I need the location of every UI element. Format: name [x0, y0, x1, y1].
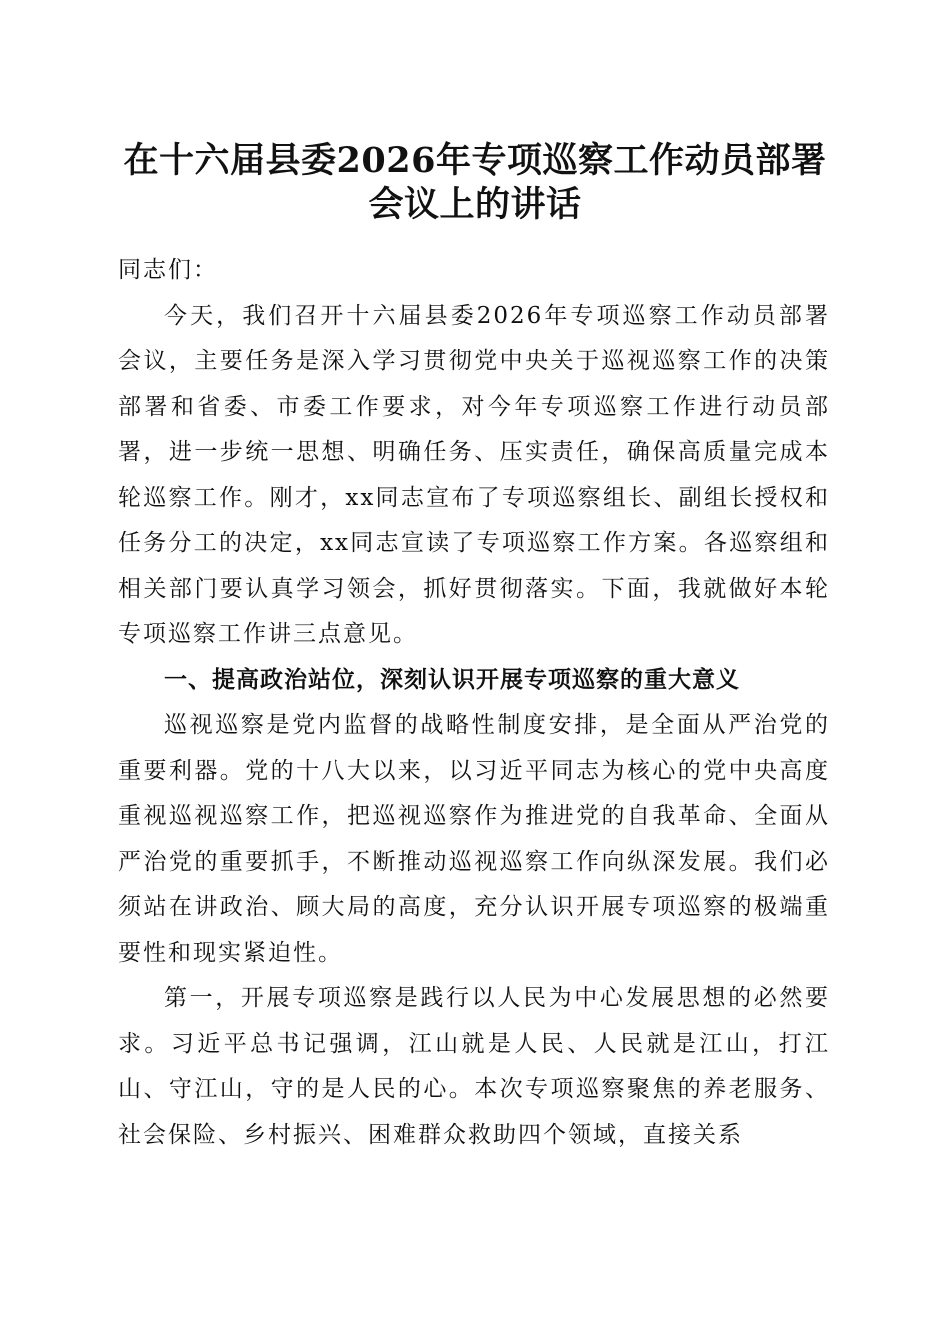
section-1-paragraph-2: 第一，开展专项巡察是践行以人民为中心发展思想的必然要求。习近平总书记强调，江山就是人民、人民就是江山，打江山、守江山，守的是人民的心。本次专项巡察聚焦的养老服务、社会保险、乡村振兴、困难群众救助四个领域，直接关系	[118, 985, 830, 1148]
document-title-line-2: 会议上的讲话	[368, 184, 582, 225]
document-title-line-1: 在十六届县委2026年专项巡察工作动员部署	[123, 140, 827, 181]
salutation: 同志们：	[118, 257, 218, 283]
intro-paragraph: 今天，我们召开十六届县委2026年专项巡察工作动员部署会议，主要任务是深入学习贯彻党中央关于巡视巡察工作的决策部署和省委、市委工作要求，对今年专项巡察工作进行动员部署，进一步统一思想、明确任务、压实责任，确保高质量完成本轮巡察工作。刚才，xx同志宣布了专项巡察组长、副组长授权和任务分工的决定，xx同志宣读了专项巡察工作方案。各巡察组和相关部门要认真学习领会，抓好贯彻落实。下面，我就做好本轮专项巡察工作讲三点意见。	[118, 302, 830, 647]
section-1-heading: 一、提高政治站位，深刻认识开展专项巡察的重大意义	[164, 666, 740, 693]
document-body	[118, 248, 830, 1158]
section-1-paragraph-1: 巡视巡察是党内监督的战略性制度安排，是全面从严治党的重要利器。党的十八大以来，以习近平同志为核心的党中央高度重视巡视巡察工作，把巡视巡察作为推进党的自我革命、全面从严治党的重要抓手，不断推动巡视巡察工作向纵深发展。我们必须站在讲政治、顾大局的高度，充分认识开展专项巡察的极端重要性和现实紧迫性。	[118, 712, 830, 966]
